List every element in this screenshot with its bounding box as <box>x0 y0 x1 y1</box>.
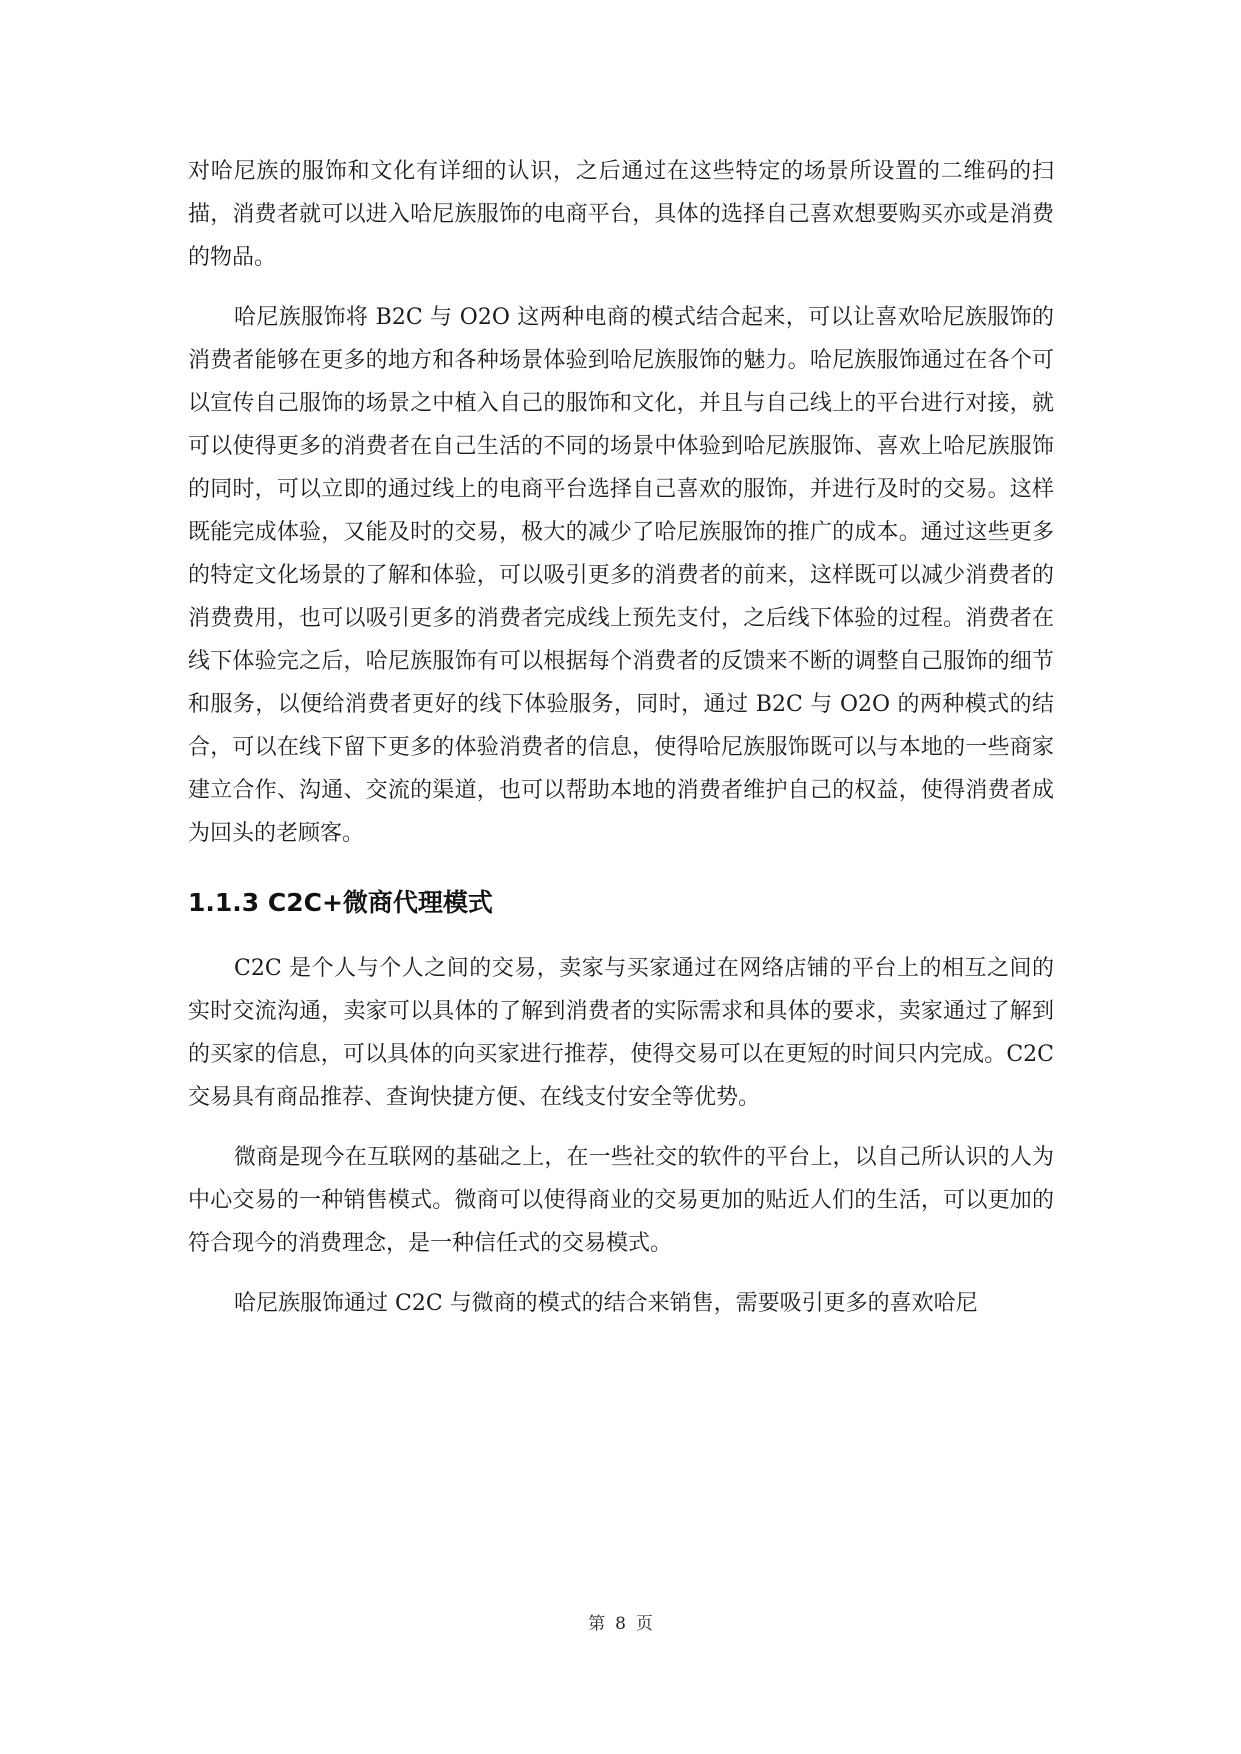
paragraph-c2c-weishang: 哈尼族服饰通过 C2C 与微商的模式的结合来销售，需要吸引更多的喜欢哈尼 <box>234 1291 978 1316</box>
paragraph-weishang: 微商是现今在互联网的基础之上，在一些社交的软件的平台上，以自己所认识的人为中心交易的一种销售模式。微商可以使得商业的交易更加的贴近人们的生活，可以更加的符合现今的消费理念，是一种信任式的交易模式。 <box>188 1145 1054 1256</box>
paragraph-b2c-o2o: 哈尼族服饰将 B2C 与 O2O 这两种电商的模式结合起来，可以让喜欢哈尼族服饰的消费者能够在更多的地方和各种场景体验到哈尼族服饰的魅力。哈尼族服饰通过在各个可以宣传自己服饰的场景之中植入自己的服饰和文化，并且与自己线上的平台进行对接，就可以使得更多的消费者在自己生活的不同的场景中体验到哈尼族服饰、喜欢上哈尼族服饰的同时，可以立即的通过线上的电商平台选择自己喜欢的服饰，并进行及时的交易。这样既能完成体验，又能及时的交易，极大的减少了哈尼族服饰的推广的成本。通过这些更多的特定文化场景的了解和体验，可以吸引更多的消费者的前来，这样既可以减少消费者的消费费用，也可以吸引更多的消费者完成线上预先支付，之后线下体验的过程。消费者在线下体验完之后，哈尼族服饰有可以根据每个消费者的反馈来不断的调整自己服饰的细节和服务，以便给消费者更好的线下体验服务，同时，通过 B2C 与 O2O 的两种模式的结合，可以在线下留下更多的体验消费者的信息，使得哈尼族服饰既可以与本地的一些商家建立合作、沟通、交流的渠道，也可以帮助本地的消费者维护自己的权益，使得消费者成为回头的老顾客。 <box>188 305 1054 846</box>
section-heading: 1.1.3 C2C+微商代理模式 <box>188 888 493 917</box>
page-footer <box>0 1612 1241 1636</box>
page-number: 8 <box>615 1614 626 1634</box>
paragraph-c2c: C2C 是个人与个人之间的交易，卖家与买家通过在网络店铺的平台上的相互之间的实时交流沟通，卖家可以具体的了解到消费者的实际需求和具体的要求，卖家通过了解到的买家的信息，可以具体的向买家进行推荐，使得交易可以在更短的时间只内完成。C2C 交易具有商品推荐、查询快捷方便、在线支付安全等优势。 <box>188 956 1054 1110</box>
paragraph-continued: 对哈尼族的服饰和文化有详细的认识，之后通过在这些特定的场景所设置的二维码的扫描，消费者就可以进入哈尼族服饰的电商平台，具体的选择自己喜欢想要购买亦或是消费的物品。 <box>188 159 1054 270</box>
page-body <box>188 150 1054 1325</box>
page-number-prefix: 第 <box>588 1614 606 1634</box>
page-number-suffix: 页 <box>635 1614 653 1634</box>
